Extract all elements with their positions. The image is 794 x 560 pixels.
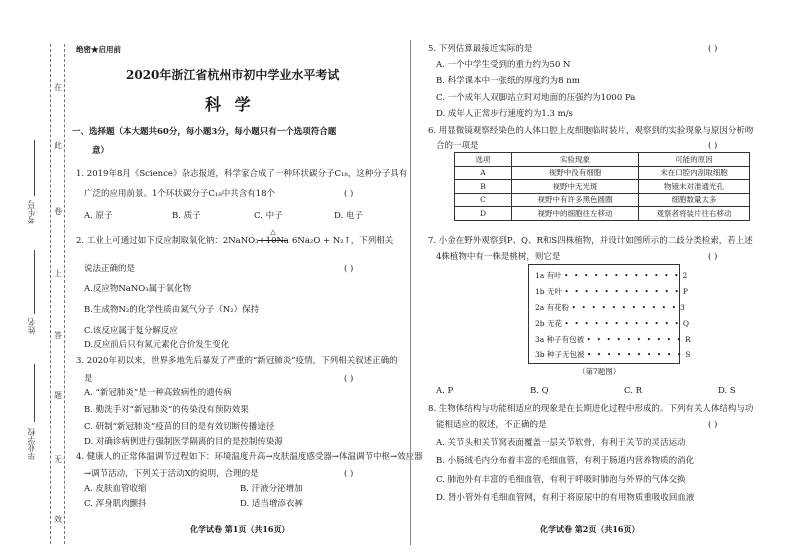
heat-symbol: △ (270, 228, 276, 236)
q4-option-b[interactable]: B. 汗液分泌增加 (240, 484, 303, 494)
q4-stem: 4. 健康人的正常体温调节过程如下：环境温度升高→皮肤温度感受器→体温调节中枢→效应器 (76, 452, 423, 462)
key-row (535, 270, 687, 281)
q1-stem-cont: 广泛的应用前景。1个环状碳分子C₁₈中共含有18个 (84, 189, 276, 199)
q3-stem: 3. 2020年初以来，世界多地先后暴发了严重的“新冠肺炎”疫情，下列相关叙述正确的 (76, 356, 398, 366)
cut-char: 此 (54, 141, 62, 150)
q7-option-a[interactable]: A. P (436, 386, 454, 396)
key-label: 3b 种子无包被 (535, 350, 585, 359)
answer-paren[interactable]: ( ) (344, 264, 354, 274)
table-header: 选项 (455, 153, 512, 167)
table-row (455, 180, 750, 194)
q2-stem-cont: 说法正确的是 (84, 264, 136, 274)
answer-paren[interactable]: ( ) (344, 189, 354, 199)
key-end: Q (682, 319, 690, 328)
table-cell: 视野中有许多黑色圆圈 (512, 193, 639, 207)
q5-option-b[interactable]: B. 科学课本中一张纸的厚度约为8 nm (436, 76, 580, 86)
q7-stem-cont: 4株植物中有一株是桃树，则它是 (436, 252, 561, 262)
key-dots: • • • • • • • • • • (586, 335, 683, 344)
page-divider (410, 40, 411, 545)
table-row (455, 193, 750, 207)
q7-option-d[interactable]: D. S (718, 386, 736, 396)
table-cell: 视野中的细胞往左移动 (512, 207, 639, 221)
key-end: P (682, 287, 688, 296)
answer-paren[interactable]: ( ) (708, 252, 718, 262)
table-cell: C (455, 193, 512, 207)
q3-option-b[interactable]: B. 勤洗手对“新冠肺炎”的传染没有预防效果 (84, 405, 249, 415)
table-cell: 细胞数量太多 (639, 193, 750, 207)
table-cell: 视野中无光斑 (512, 180, 639, 194)
q3-stem-cont: 是 (84, 374, 93, 384)
q1-option-a[interactable]: A. 原子 (84, 211, 113, 221)
key-label: 1a 有叶 (535, 271, 562, 280)
field-label-name: 姓名 (27, 318, 36, 334)
field-label-student-id: 考生号 (27, 200, 36, 224)
answer-paren[interactable]: ( ) (344, 374, 354, 384)
cut-char: 上 (54, 269, 62, 278)
cut-char: 答 (54, 331, 62, 340)
q7-stem: 7. 小金在野外观察到P、Q、R和S四株植物，并设计如图所示的二歧分类检索，若上述 (428, 236, 753, 246)
q8-option-d[interactable]: D. 肾小管外有毛细血管网，有利于将原尿中的有用物质重吸收回血液 (436, 493, 695, 503)
q8-option-c[interactable]: C. 肺泡外有丰富的毛细血管，有利于呼吸时肺泡与外界的气体交换 (436, 475, 686, 485)
key-end: S (685, 350, 691, 359)
page-footer-right: 化学试卷 第2页（共16页） (540, 524, 640, 534)
answer-paren[interactable]: ( ) (708, 44, 718, 54)
section1-heading: 一、选择题（本大题共60分，每小题3分，每小题只有一个选项符合题 (72, 127, 337, 137)
key-dots: • • • • • • • • • • • • (564, 271, 681, 280)
q8-stem: 8. 生物体结构与功能相适应的现象是在长期进化过程中形成的。下列有关人体结构与功 (428, 404, 754, 414)
q2-option-d[interactable]: D.反应前后只有氮元素化合价发生变化 (84, 340, 230, 350)
key-row (535, 349, 691, 360)
key-label: 3a 种子有包被 (535, 335, 585, 344)
secret-label: 绝密★启用前 (76, 45, 121, 54)
q1-stem: 1. 2019年8月《Science》杂志报道，科学家合成了一种环状碳分子C₁₈，这种分子具有 (76, 169, 408, 179)
q5-option-d[interactable]: D. 成年人正常步行速度约为1.3 m/s (436, 109, 573, 119)
section1-heading-cont: 意） (92, 146, 110, 156)
q7-option-b[interactable]: B. Q (530, 386, 549, 396)
table-cell: D (455, 207, 512, 221)
key-dots: • • • • • • • • • • (586, 350, 683, 359)
q6-stem-cont: 合的一项是 (436, 141, 479, 151)
q8-stem-cont: 能相适应的叙述，不正确的是 (436, 420, 547, 430)
key-label: 2a 有花粉 (535, 303, 570, 312)
figure-caption: （第7题图） (578, 367, 621, 376)
table-cell: 物镜未对准通光孔 (639, 180, 750, 194)
q2-stem: 2. 工业上可通过如下反应制取氧化钠：2NaNO₃+10Na (76, 236, 289, 246)
table-cell: A (455, 166, 512, 180)
page-footer-left: 化学试卷 第1页（共16页） (190, 524, 290, 534)
table-header: 可能的原因 (639, 153, 750, 167)
cut-char: 无 (54, 455, 62, 464)
q6-stem: 6. 用显微镜观察经染色的人体口腔上皮细胞临时装片，观察到的实验现象与原因分析吻 (428, 126, 754, 136)
q2-option-b[interactable]: B.生成物N₂的化学性质由氮气分子（N₂）保持 (84, 305, 260, 315)
key-label: 2b 无花 (535, 319, 562, 328)
table-cell: 未在口腔内刮取细胞 (639, 166, 750, 180)
q6-table (454, 152, 750, 221)
q8-option-b[interactable]: B. 小肠绒毛内分布着丰富的毛细血管，有利于肠道内营养物质的消化 (436, 456, 695, 466)
q4-option-a[interactable]: A. 皮肤血管收缩 (84, 484, 147, 494)
field-line-school[interactable] (34, 364, 35, 422)
key-end: R (685, 335, 691, 344)
reaction-arrow-line (258, 240, 288, 241)
q3-option-d[interactable]: D. 对确诊病例进行强制医学隔离的目的是控制传染源 (84, 437, 283, 447)
q8-option-a[interactable]: A. 关节头和关节窝表面覆盖一层关节软骨，有利于关节的灵活运动 (436, 438, 686, 448)
q1-option-b[interactable]: B. 质子 (172, 211, 201, 221)
answer-paren[interactable]: ( ) (344, 469, 354, 479)
q5-option-c[interactable]: C. 一个成年人双脚站立时对地面的压强约为1000 Pa (436, 93, 636, 103)
field-label-school: 毕业学校 (27, 428, 36, 460)
key-end: 2 (682, 271, 688, 280)
q4-option-c[interactable]: C. 浑身肌肉颤抖 (84, 499, 147, 509)
key-dots: • • • • • • • • • • • (571, 303, 678, 312)
cut-char: 题 (54, 391, 62, 400)
key-dots: • • • • • • • • • • • • (564, 287, 681, 296)
dichotomous-key-box (528, 264, 691, 364)
q5-stem: 5. 下列估算最接近实际的是 (428, 44, 533, 54)
key-label: 1b 无叶 (535, 287, 562, 296)
cut-char: 效 (54, 515, 62, 524)
q1-option-c[interactable]: C. 中子 (254, 211, 283, 221)
q7-option-c[interactable]: C. R (624, 386, 643, 396)
cut-char: 卷 (54, 207, 62, 216)
answer-paren[interactable]: ( ) (708, 141, 718, 151)
q3-option-a[interactable]: A. “新冠肺炎”是一种高致病性的遗传病 (84, 388, 232, 398)
q2-option-c[interactable]: C.该反应属于复分解反应 (84, 326, 178, 336)
binding-dashed-line (50, 44, 51, 544)
table-cell: 视野中没有细胞 (512, 166, 639, 180)
key-row (535, 318, 689, 329)
exam-title: 2020年浙江省杭州市初中学业水平考试 (126, 68, 340, 82)
key-row (535, 302, 685, 313)
key-row (535, 286, 688, 297)
table-header-row (455, 153, 750, 167)
table-cell: B (455, 180, 512, 194)
q4-stem-cont: →调节活动，下列关于活动X的说明，合理的是 (84, 469, 259, 479)
field-line-student-id[interactable] (34, 140, 35, 196)
key-end: 3 (680, 303, 685, 312)
key-dots: • • • • • • • • • • • • (564, 319, 681, 328)
cut-char: 在 (54, 83, 62, 92)
q2-stem-part2: 6Na₂O + N₂↑，下列相关 (292, 236, 394, 246)
answer-paren[interactable]: ( ) (708, 420, 718, 430)
table-row (455, 207, 750, 221)
q3-option-c[interactable]: C. 研制“新冠肺炎”疫苗的目的是有效切断传播途径 (84, 422, 275, 432)
q4-option-d[interactable]: D. 适当增添衣裤 (240, 499, 303, 509)
table-row (455, 166, 750, 180)
q2-option-a[interactable]: A.反应物NaNO₃属于氧化物 (84, 284, 192, 294)
q5-option-a[interactable]: A. 一个中学生受到的重力约为50 N (436, 60, 571, 70)
binding-dashed-line-inner (64, 44, 65, 544)
table-header: 实验现象 (512, 153, 639, 167)
subject-title: 科 学 (205, 95, 255, 114)
q1-option-d[interactable]: D. 电子 (334, 211, 363, 221)
key-row (535, 334, 691, 345)
table-cell: 观察者将装片往右移动 (639, 207, 750, 221)
field-line-name[interactable] (34, 250, 35, 314)
